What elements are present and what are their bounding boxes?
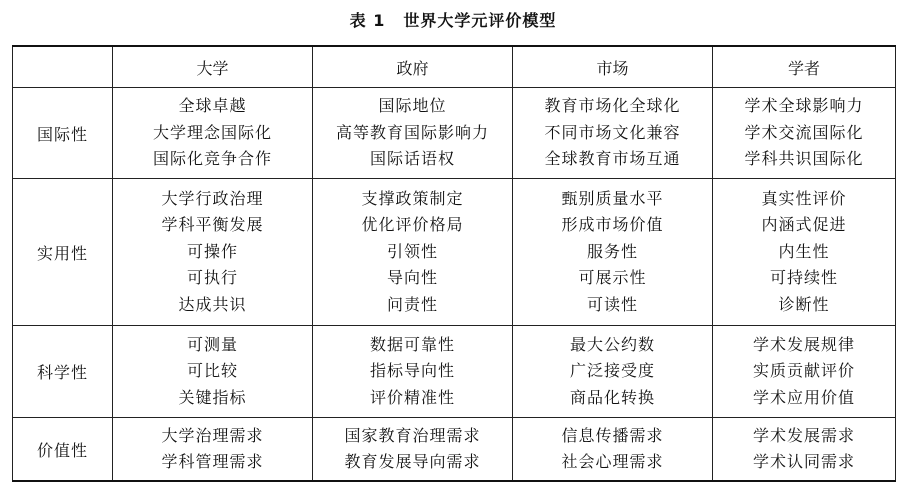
cell-line: 内涵式促进 bbox=[761, 215, 847, 235]
cell-line: 优化评价格局 bbox=[361, 215, 464, 235]
table-cell bbox=[313, 179, 513, 326]
cell-line: 导向性 bbox=[386, 268, 438, 288]
cell-line: 可比较 bbox=[186, 361, 238, 381]
cell-line: 可读性 bbox=[586, 294, 638, 314]
table-cell bbox=[513, 326, 713, 418]
cell-line: 实质贡献评价 bbox=[752, 361, 855, 381]
cell-line: 高等教育国际影响力 bbox=[335, 122, 489, 142]
table-row-internationality bbox=[13, 88, 896, 179]
row-header: 价值性 bbox=[13, 418, 113, 482]
cell-line: 教育市场化全球化 bbox=[544, 96, 681, 116]
table-row-scientificity bbox=[13, 326, 896, 418]
cell-line: 学科平衡发展 bbox=[161, 215, 264, 235]
cell-line: 可操作 bbox=[186, 241, 238, 261]
table-cell bbox=[113, 88, 313, 179]
row-header: 国际性 bbox=[13, 88, 113, 179]
cell-line: 内生性 bbox=[778, 241, 830, 261]
cell-line: 商品化转换 bbox=[569, 387, 655, 407]
cell-line: 问责性 bbox=[386, 294, 438, 314]
cell-line: 信息传播需求 bbox=[561, 425, 664, 445]
cell-line: 学术交流国际化 bbox=[744, 122, 864, 142]
cell-line: 学术发展需求 bbox=[752, 425, 855, 445]
table-caption bbox=[0, 8, 906, 31]
cell-line: 国际话语权 bbox=[369, 149, 455, 169]
cell-line: 社会心理需求 bbox=[561, 452, 664, 471]
cell-line: 可持续性 bbox=[769, 268, 838, 288]
column-header-government: 政府 bbox=[313, 46, 513, 88]
column-header-market: 市场 bbox=[513, 46, 713, 88]
table-cell bbox=[513, 418, 713, 482]
table-cell bbox=[313, 418, 513, 482]
cell-line: 可展示性 bbox=[578, 268, 647, 288]
table-cell bbox=[113, 326, 313, 418]
cell-line: 全球卓越 bbox=[178, 96, 247, 116]
cell-line: 国际化竞争合作 bbox=[152, 149, 272, 169]
cell-line: 学术认同需求 bbox=[752, 452, 855, 471]
table-header-row bbox=[13, 46, 896, 88]
cell-line: 不同市场文化兼容 bbox=[544, 122, 681, 142]
cell-line: 最大公约数 bbox=[569, 334, 655, 354]
table-row-practicality bbox=[13, 179, 896, 326]
column-header-university: 大学 bbox=[113, 46, 313, 88]
cell-line: 学术应用价值 bbox=[752, 387, 855, 407]
table-cell bbox=[513, 179, 713, 326]
row-header: 科学性 bbox=[13, 326, 113, 418]
cell-line: 真实性评价 bbox=[761, 188, 847, 208]
cell-line: 支撑政策制定 bbox=[361, 188, 464, 208]
cell-line: 诊断性 bbox=[778, 294, 830, 314]
table-row-value bbox=[13, 418, 896, 482]
cell-line: 学术发展规律 bbox=[752, 334, 855, 354]
table-cell bbox=[313, 88, 513, 179]
cell-line: 引领性 bbox=[386, 241, 438, 261]
table-cell bbox=[713, 88, 896, 179]
cell-line: 甄别质量水平 bbox=[561, 188, 664, 208]
cell-line: 国际地位 bbox=[378, 96, 447, 116]
table-title: 世界大学元评价模型 bbox=[403, 11, 557, 30]
cell-line: 可测量 bbox=[186, 334, 238, 354]
evaluation-model-table bbox=[12, 45, 896, 482]
table-cell bbox=[713, 326, 896, 418]
cell-line: 评价精准性 bbox=[369, 387, 455, 407]
corner-cell bbox=[13, 46, 113, 88]
cell-line: 形成市场价值 bbox=[561, 215, 664, 235]
table-cell bbox=[113, 418, 313, 482]
cell-line: 学科管理需求 bbox=[161, 452, 264, 471]
table-cell bbox=[313, 326, 513, 418]
cell-line: 学术全球影响力 bbox=[744, 96, 864, 116]
column-header-scholars: 学者 bbox=[713, 46, 896, 88]
table-cell bbox=[513, 88, 713, 179]
cell-line: 服务性 bbox=[586, 241, 638, 261]
cell-line: 大学治理需求 bbox=[161, 425, 264, 445]
cell-line: 大学行政治理 bbox=[161, 188, 264, 208]
cell-line: 数据可靠性 bbox=[369, 334, 455, 354]
cell-line: 指标导向性 bbox=[369, 361, 455, 381]
table-cell bbox=[713, 179, 896, 326]
table-cell bbox=[113, 179, 313, 326]
cell-line: 广泛接受度 bbox=[569, 361, 655, 381]
cell-line: 教育发展导向需求 bbox=[344, 452, 481, 471]
cell-line: 可执行 bbox=[186, 268, 238, 288]
cell-line: 大学理念国际化 bbox=[152, 122, 272, 142]
cell-line: 国家教育治理需求 bbox=[344, 425, 481, 445]
table-cell bbox=[713, 418, 896, 482]
table-number: 表 1 bbox=[349, 11, 386, 30]
cell-line: 学科共识国际化 bbox=[744, 149, 864, 169]
cell-line: 关键指标 bbox=[178, 387, 247, 407]
cell-line: 全球教育市场互通 bbox=[544, 149, 681, 169]
row-header: 实用性 bbox=[13, 179, 113, 326]
cell-line: 达成共识 bbox=[178, 294, 247, 314]
